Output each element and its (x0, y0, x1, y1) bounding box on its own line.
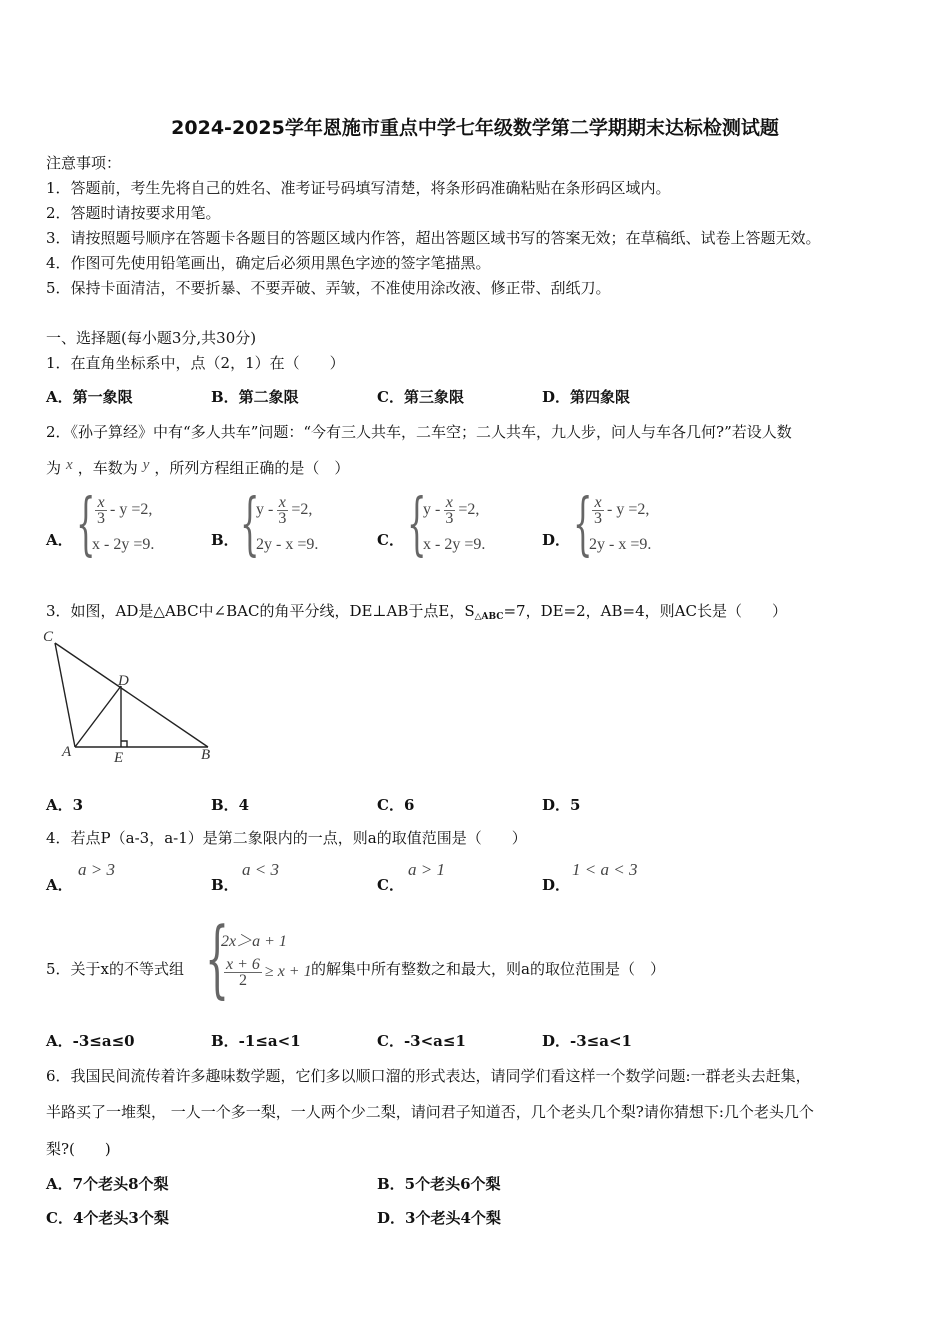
label-a: A (62, 744, 72, 760)
q2-option-a-system (76, 485, 155, 564)
q2-option-c-system (407, 485, 486, 564)
sys-row: x - 2y =9. (92, 536, 155, 553)
q5-row2-rhs: ≥ x + 1 (264, 963, 312, 980)
q4-option-b-expr: a < 3 (242, 860, 279, 879)
q3-option-c[interactable]: C．6 (377, 796, 415, 814)
left-brace: { (407, 485, 427, 564)
question-2-line2 (46, 457, 349, 478)
question-6-line2: 半路买了一堆梨， 一人一个多一梨，一人两个少二梨，请问君子知道否，几个老头几个梨?请你猜想下:几个老头几个 (46, 1103, 814, 1121)
q3-option-b[interactable]: B．4 (211, 796, 250, 814)
q4-option-c-label[interactable]: C． (377, 876, 404, 894)
frac-den: 2 (238, 971, 247, 989)
q4-option-b-label[interactable]: B． (211, 876, 239, 894)
q2-var-x: x (66, 457, 73, 473)
q5-row1: 2x＞a + 1 (221, 932, 287, 950)
left-brace: { (76, 485, 96, 564)
left-brace: { (205, 909, 230, 1007)
left-brace: { (240, 485, 260, 564)
frac-num: x (445, 493, 453, 511)
question-6-line1: 6．我国民间流传着许多趣味数学题，它们多以顺口溜的形式表达，请同学们看这样一个数学问题:一群老头去赶集， (46, 1067, 811, 1085)
notice-item: 2．答题时请按要求用笔。 (46, 204, 221, 222)
q5-option-a[interactable]: A．-3≤a≤0 (46, 1032, 135, 1050)
q3-option-a[interactable]: A．3 (46, 796, 84, 814)
right-angle-mark (121, 741, 127, 747)
page-title: 2024-2025学年恩施市重点中学七年级数学第二学期期末达标检测试题 (171, 117, 779, 139)
frac-den: 3 (278, 509, 287, 527)
q1-option-c[interactable]: C．第三象限 (377, 388, 464, 406)
notice-heading: 注意事项： (46, 154, 122, 172)
sys-term: =2, (458, 501, 480, 518)
notice-item: 4．作图可先使用铅笔画出，确定后必须用黑色字迹的签字笔描黑。 (46, 254, 491, 272)
q2-text-b: ，车数为 (77, 459, 138, 477)
q3-stem-part: 3．如图，AD是△ABC中∠BAC的角平分线，DE⊥AB于点E，S (46, 602, 475, 620)
notice-item: 3．请按照题号顺序在答题卡各题目的答题区域内作答，超出答题区域书写的答案无效；在草稿纸、试卷上答题无效。 (46, 229, 821, 247)
question-5-stem-a: 5．关于x的不等式组 (46, 960, 185, 978)
q2-text-a: 为 (46, 459, 62, 477)
sys-term: y - (423, 501, 441, 518)
q1-option-d[interactable]: D．第四象限 (542, 388, 631, 406)
question-1-stem: 1．在直角坐标系中，点（2，1）在（ ） (46, 354, 345, 372)
q4-option-c-expr: a > 1 (408, 860, 445, 879)
q2-option-c-label[interactable]: C． (377, 531, 404, 549)
frac-num: x + 6 (226, 955, 260, 973)
q4-option-a-label[interactable]: A． (46, 876, 73, 894)
q4-option-a-expr: a > 3 (78, 860, 115, 879)
notice-item: 5．保持卡面清洁，不要折暴、不要弄破、弄皱，不准使用涂改液、修正带、刮纸刀。 (46, 279, 611, 297)
q6-option-c[interactable]: C．4个老头3个梨 (46, 1209, 169, 1227)
q2-var-y: y (142, 457, 150, 473)
question-6-line3: 梨?( ) (46, 1140, 111, 1158)
side-ca (55, 643, 75, 747)
frac-den: 3 (97, 509, 105, 527)
label-b: B (201, 747, 211, 763)
notice-item: 1．答题前，考生先将自己的姓名、准考证号码填写清楚，将条形码准确粘贴在条形码区域内。 (46, 179, 671, 197)
frac-num: x (594, 493, 602, 511)
q5-inequality-system (205, 909, 312, 1007)
q5-option-c[interactable]: C．-3<a≤1 (377, 1032, 466, 1050)
label-d: D (118, 673, 129, 689)
frac-den: 3 (594, 509, 602, 527)
q5-option-b[interactable]: B．-1≤a<1 (211, 1032, 301, 1050)
q2-option-a-label[interactable]: A． (46, 531, 73, 549)
sys-row: 2y - x =9. (589, 536, 652, 553)
q2-text-c: ，所列方程组正确的是（ ） (154, 459, 350, 477)
sys-term: y - (256, 501, 274, 518)
q4-option-d-label[interactable]: D． (542, 876, 571, 894)
q1-option-b[interactable]: B．第二象限 (211, 388, 299, 406)
q4-option-d-expr: 1 < a < 3 (572, 860, 638, 879)
bisector-ad (75, 686, 121, 747)
side-cb (55, 643, 208, 747)
sys-term: =2, (291, 501, 313, 518)
label-e: E (114, 750, 124, 766)
q2-option-b-label[interactable]: B． (211, 531, 239, 549)
label-c: C (43, 629, 54, 645)
question-5-stem-b: 的解集中所有整数之和最大，则a的取位范围是（ ） (311, 960, 665, 978)
question-4-stem: 4．若点P（a-3，a-1）是第二象限内的一点，则a的取值范围是（ ） (46, 829, 527, 847)
q6-option-b[interactable]: B．5个老头6个梨 (377, 1175, 501, 1193)
sys-row: x - 2y =9. (423, 536, 486, 553)
q3-stem-subscript: △ABC (474, 612, 504, 622)
frac-num: x (278, 493, 286, 511)
q2-option-d-label[interactable]: D． (542, 531, 571, 549)
q6-option-d[interactable]: D．3个老头4个梨 (377, 1209, 501, 1227)
q3-option-d[interactable]: D．5 (542, 796, 581, 814)
sys-row: 2y - x =9. (256, 536, 319, 553)
q1-option-a[interactable]: A．第一象限 (46, 388, 133, 406)
q2-option-d-system (573, 485, 652, 564)
q3-stem-part: =7，DE=2，AB=4，则AC长是（ ） (503, 602, 787, 620)
section-heading: 一、选择题(每小题3分,共30分) (46, 329, 257, 347)
triangle-figure (40, 625, 220, 770)
q5-option-d[interactable]: D．-3≤a<1 (542, 1032, 632, 1050)
question-2-line1: 2．《孙子算经》中有“多人共车”问题：“今有三人共车，二车空；二人共车，九人步，问人与车各几何?”若设人数 (46, 423, 792, 441)
left-brace: { (573, 485, 593, 564)
sys-term: - y =2, (607, 501, 650, 518)
frac-num: x (97, 493, 105, 511)
question-3-stem (46, 600, 787, 622)
q6-option-a[interactable]: A．7个老头8个梨 (46, 1175, 169, 1193)
frac-den: 3 (445, 509, 454, 527)
sys-term: - y =2, (110, 501, 153, 518)
q2-option-b-system (240, 485, 319, 564)
